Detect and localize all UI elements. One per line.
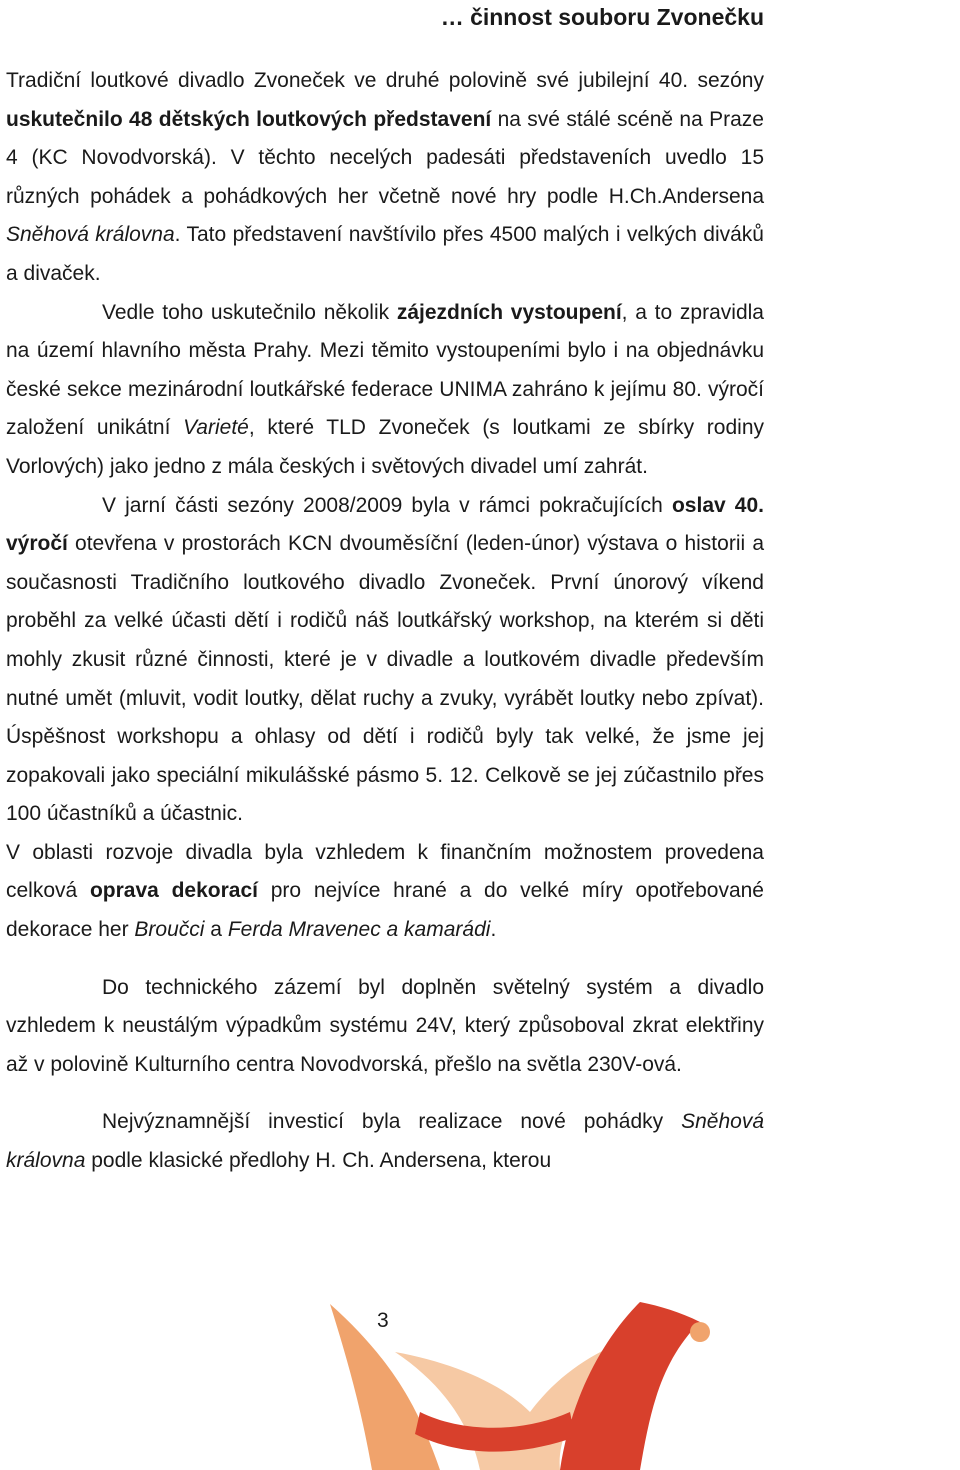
- text-run: a: [204, 918, 228, 942]
- text-run: Vedle toho uskutečnilo několik: [102, 300, 397, 324]
- paragraph-touring: [6, 294, 764, 487]
- text-run: , a to zpravidla na území hlavního města Prahy. Mezi těmito vystoupeními bylo i na objednávku české sekce mezinárodní loutkářské federace UNIMA zahráno k jejímu 80. výročí založení unikátní: [6, 300, 764, 440]
- body-text: [6, 62, 764, 1181]
- page-number: 3: [377, 1309, 389, 1332]
- text-run: Nejvýznamnější investicí byla realizace nové pohádky: [102, 1110, 682, 1134]
- text-run: na své stálé scéně na Praze 4 (KC Novodvorská). V těchto necelých padesáti představeních uvedlo 15 různých pohádek a pohádkových her včetně nové hry podle H.Ch.Andersena: [6, 107, 764, 208]
- italic-text-run: Sněhová královna: [6, 1110, 764, 1173]
- bold-text-run: uskutečnilo 48 dětských loutkových představení: [6, 107, 492, 131]
- text-run: Do technického zázemí byl doplněn světelný systém a divadlo vzhledem k neustálým výpadkům systému 24V, který způsoboval zkrat elektřiny až v polovině Kulturního centra Novodvorská, přešlo na světla 230V-ová.: [6, 975, 764, 1076]
- text-run: otevřena v prostorách KCN dvouměsíční (leden-únor) výstava o historii a současnosti Tradičního loutkového divadlo Zvoneček. První únorový víkend proběhl za velké účasti dětí i rodičů náš loutkářský workshop, na kterém si děti mohly zkusit různé činnosti, které je v divadle a loutkovém divadle především nutné umět (mluvit, vodit loutky, dělat ruchy a zvuky, vyrábět loutky nebo zpívat). Úspěšnost workshopu a ohlasy od dětí i rodičů byly tak velké, že jsme jej zopakovali jako speciální mikulášské pásmo 5. 12. Celkově se jej zúčastnilo přes 100 účastníků a účastnic.: [6, 532, 764, 826]
- paragraph-performances: [6, 62, 764, 294]
- italic-text-run: Ferda Mravenec a kamarádi: [227, 918, 491, 942]
- paragraph-decorations: [6, 834, 764, 950]
- text-run: Tradiční loutkové divadlo Zvoneček ve druhé polovině své jubilejní 40. sezóny: [6, 69, 764, 92]
- text-run: , které TLD Zvoneček (s loutkami ze sbírky rodiny Vorlových) jako jedno z mála českých i světových divadel umí zahrát.: [6, 416, 764, 478]
- text-run: V oblasti rozvoje divadla byla vzhledem k finančním možnostem provedena celková: [6, 840, 764, 903]
- jester-logo-decoration: [0, 1262, 960, 1470]
- text-run: . Tato představení navštívilo přes 4500 malých i velkých diváků a divaček.: [6, 223, 764, 285]
- jester-bell: [690, 1322, 710, 1342]
- italic-text-run: Broučci: [134, 918, 205, 942]
- section-heading: … činnost souboru Zvonečku: [440, 4, 764, 30]
- paragraph-lighting: [6, 969, 764, 1085]
- text-run: podle klasické předlohy H. Ch. Andersena, kterou: [85, 1149, 552, 1173]
- paragraph-anniversary: [6, 487, 764, 834]
- bold-text-run: zájezdních vystoupení: [396, 300, 622, 324]
- italic-text-run: Sněhová královna: [6, 223, 175, 247]
- paragraph-investment: [6, 1103, 764, 1180]
- text-run: .: [490, 918, 497, 942]
- bold-text-run: oprava dekorací: [89, 879, 258, 903]
- bold-text-run: oslav 40. výročí: [6, 493, 764, 556]
- italic-text-run: Varieté: [183, 416, 249, 440]
- text-run: V jarní části sezóny 2008/2009 byla v rámci pokračujících: [102, 493, 672, 517]
- text-run: pro nejvíce hrané a do velké míry opotřebované dekorace her: [6, 879, 764, 942]
